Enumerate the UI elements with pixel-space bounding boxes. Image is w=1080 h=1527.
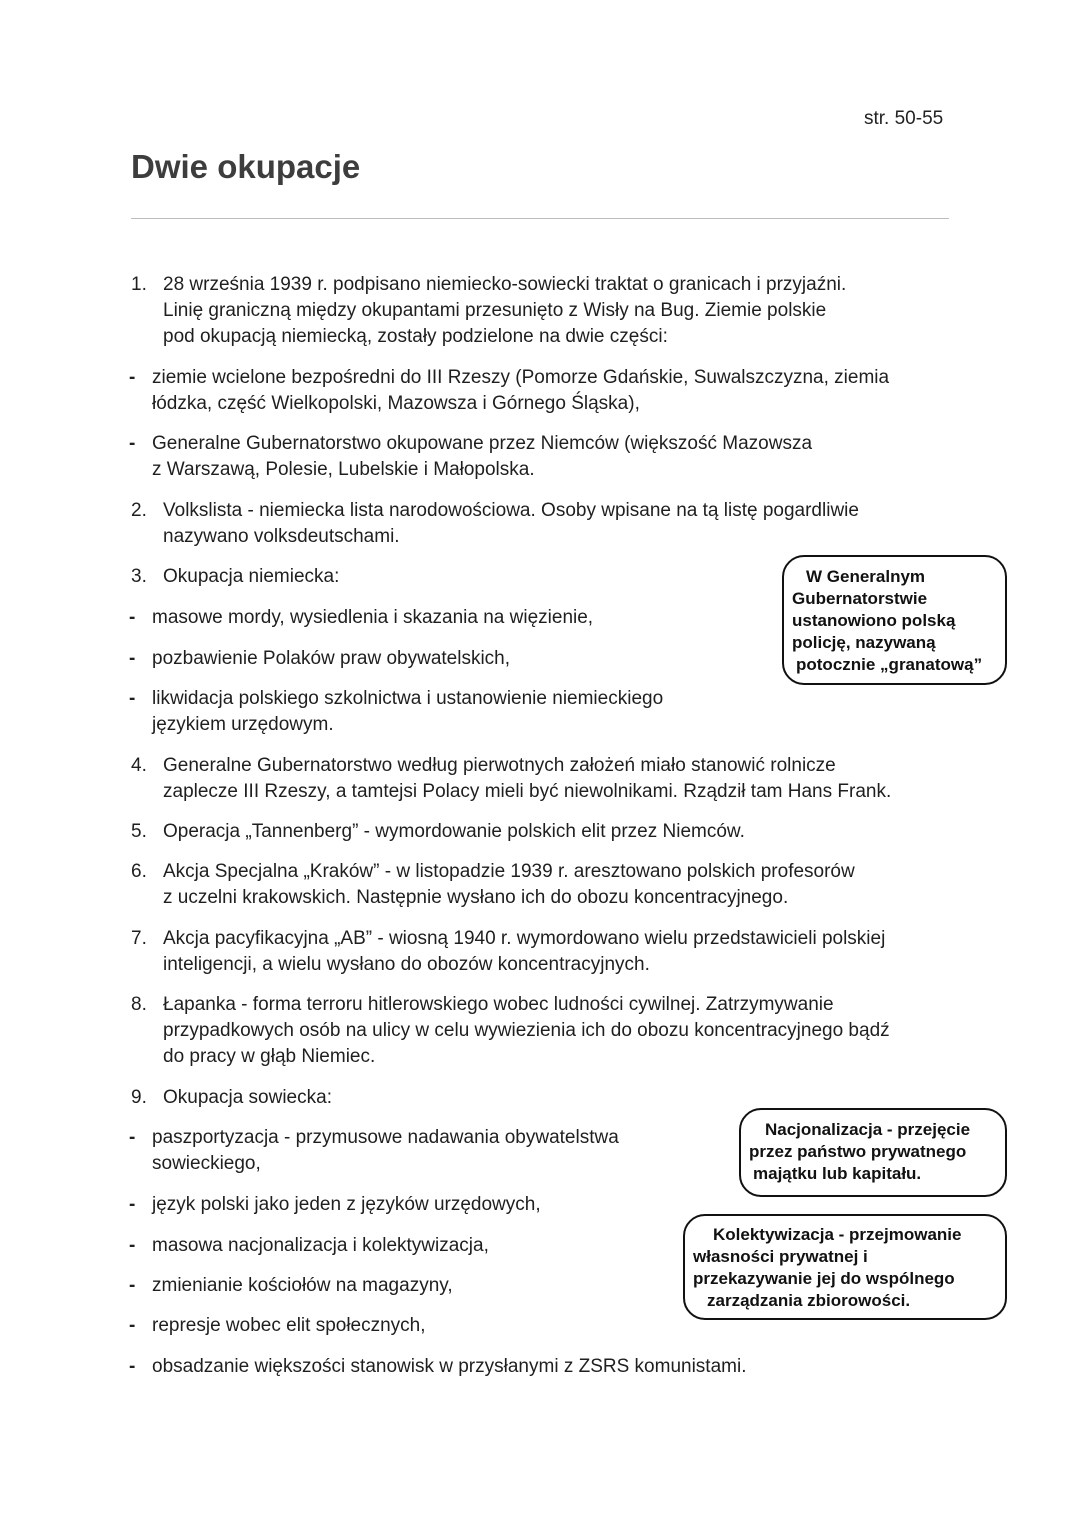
note-line: zarządzania zbiorowości. (707, 1291, 911, 1310)
item-text-line: Operacja „Tannenberg” - wymordowanie polskich elit przez Niemców. (163, 821, 745, 842)
bullet-text-line: Generalne Gubernatorstwo okupowane przez Niemców (większość Mazowsza (152, 433, 813, 454)
item-text-line: Generalne Gubernatorstwo według pierwotnych założeń miało stanowić rolnicze (163, 755, 836, 776)
note-line: ustanowiono polską (792, 611, 956, 630)
item-number: 8. (131, 994, 147, 1015)
bullet-text-line: językiem urzędowym. (152, 714, 334, 735)
note-line: Gubernatorstwie (792, 589, 928, 608)
item-number: 4. (131, 755, 147, 776)
item-number: 2. (131, 500, 147, 521)
bullet-text-line: język polski jako jeden z języków urzędowych, (152, 1194, 541, 1215)
bullet-dash: - (129, 648, 136, 669)
item-text-line: zaplecze III Rzeszy, a tamtejsi Polacy mieli być niewolnikami. Rządził tam Hans Frank. (163, 781, 892, 802)
title-divider (131, 218, 949, 219)
item-number: 9. (131, 1087, 147, 1108)
item-text-line: Akcja pacyfikacyjna „AB” - wiosną 1940 r. wymordowano wielu przedstawicieli polskiej (163, 928, 886, 949)
item-text-line: nazywano volksdeutschami. (163, 526, 400, 547)
item-text-line: Łapanka - forma terroru hitlerowskiego wobec ludności cywilnej. Zatrzymywanie (163, 994, 834, 1015)
bullet-text-line: likwidacja polskiego szkolnictwa i ustanowienie niemieckiego (152, 688, 664, 709)
bullet-text-line: zmienianie kościołów na magazyny, (152, 1275, 453, 1296)
bullet-dash: - (129, 1356, 136, 1377)
bullet-text-line: sowieckiego, (152, 1153, 261, 1174)
bullet-text-line: obsadzanie większości stanowisk w przysłanymi z ZSRS komunistami. (152, 1356, 747, 1377)
bullet-dash: - (129, 1194, 136, 1215)
bullet-text-line: paszportyzacja - przymusowe nadawania obywatelstwa (152, 1127, 619, 1148)
note-line: Kolektywizacja - przejmowanie (713, 1225, 962, 1244)
bullet-dash: - (129, 1235, 136, 1256)
item-text-line: Okupacja sowiecka: (163, 1087, 332, 1108)
bullet-dash: - (129, 1127, 136, 1148)
item-text-line: inteligencji, a wielu wysłano do obozów koncentracyjnych. (163, 954, 650, 975)
bullet-text-line: ziemie wcielone bezpośredni do III Rzeszy (Pomorze Gdańskie, Suwalszczyzna, ziemia (152, 367, 890, 388)
page-reference: str. 50-55 (864, 108, 944, 129)
note-collectivization (683, 1214, 1007, 1320)
note-nationalization (739, 1108, 1007, 1197)
item-text-line: 28 września 1939 r. podpisano niemiecko-sowiecki traktat o granicach i przyjaźni. (163, 274, 847, 295)
note-line: Nacjonalizacja - przejęcie (765, 1120, 971, 1139)
bullet-text-line: represje wobec elit społecznych, (152, 1315, 426, 1336)
bullet-text-line: masowe mordy, wysiedlenia i skazania na więzienie, (152, 607, 594, 628)
item-text-line: Linię graniczną między okupantami przesunięto z Wisły na Bug. Ziemie polskie (163, 300, 827, 321)
item-text-line: do pracy w głąb Niemiec. (163, 1046, 376, 1067)
item-text-line: Volkslista - niemiecka lista narodowościowa. Osoby wpisane na tą listę pogardliwie (163, 500, 859, 521)
bullet-text-line: pozbawienie Polaków praw obywatelskich, (152, 648, 511, 669)
note-line: potocznie „granatową” (796, 655, 983, 674)
note-line: przekazywanie jej do wspólnego (693, 1269, 955, 1288)
item-text-line: z uczelni krakowskich. Następnie wysłano ich do obozu koncentracyjnego. (163, 887, 789, 908)
item-number: 7. (131, 928, 147, 949)
bullet-dash: - (129, 367, 136, 388)
note-line: majątku lub kapitału. (753, 1164, 922, 1183)
note-line: policję, nazywaną (792, 633, 936, 652)
item-text-line: pod okupacją niemiecką, zostały podzielone na dwie części: (163, 326, 668, 347)
note-line: przez państwo prywatnego (749, 1142, 967, 1161)
item-text-line: Okupacja niemiecka: (163, 566, 340, 587)
note-granatowa-police (782, 555, 1007, 685)
note-line: własności prywatnej i (693, 1247, 868, 1266)
item-number: 6. (131, 861, 147, 882)
item-text-line: przypadkowych osób na ulicy w celu wywiezienia ich do obozu koncentracyjnego bądź (163, 1020, 890, 1041)
item-text-line: Akcja Specjalna „Kraków” - w listopadzie 1939 r. aresztowano polskich profesorów (163, 861, 855, 882)
bullet-dash: - (129, 1275, 136, 1296)
page-title: Dwie okupacje (131, 148, 361, 185)
bullet-dash: - (129, 688, 136, 709)
bullet-text-line: z Warszawą, Polesie, Lubelskie i Małopolska. (152, 459, 535, 480)
item-number: 3. (131, 566, 147, 587)
bullet-text-line: łódzka, część Wielkopolski, Mazowsza i Górnego Śląska), (152, 393, 640, 414)
item-number: 5. (131, 821, 147, 842)
bullet-dash: - (129, 1315, 136, 1336)
bullet-dash: - (129, 433, 136, 454)
bullet-text-line: masowa nacjonalizacja i kolektywizacja, (152, 1235, 489, 1256)
note-line: W Generalnym (806, 567, 926, 586)
item-number: 1. (131, 274, 147, 295)
bullet-dash: - (129, 607, 136, 628)
